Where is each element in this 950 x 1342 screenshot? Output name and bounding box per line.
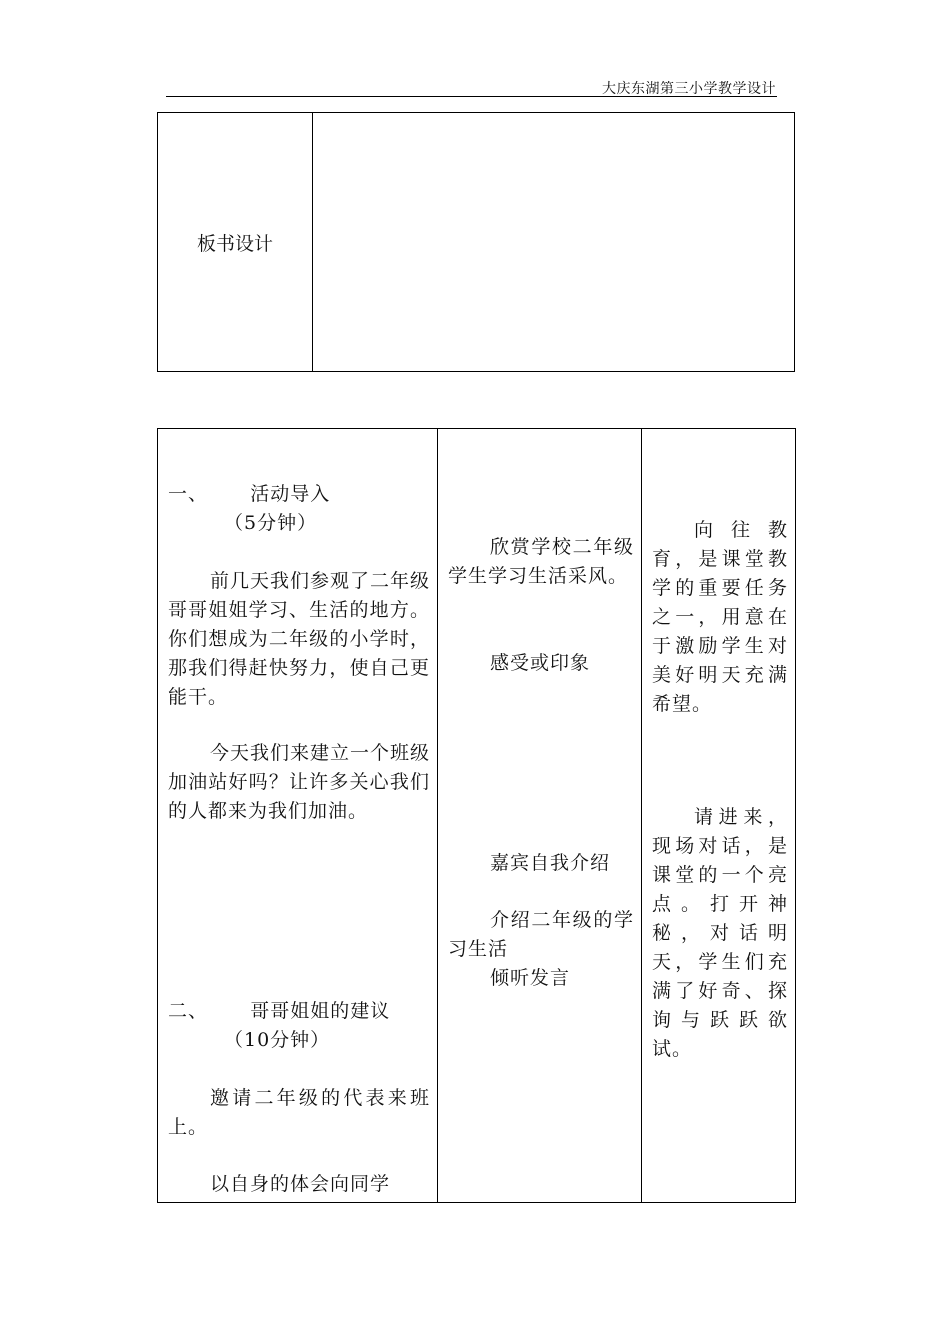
experience-paragraph: 以自身的体会向同学 [210, 1173, 391, 1195]
design-intent-column [642, 429, 796, 1202]
section1-title: 一、 活动导入 [168, 483, 331, 505]
board-design-table [157, 112, 795, 372]
intro-paragraph-1: 前几天我们参观了二年级哥哥姐姐学习、生活的地方。你们想成为二年级的小学时，那我们得赶快努力，使自己更能干。 [168, 570, 431, 708]
intent-note-1: 向往教育，是课堂教学的重要任务之一，用意在于激励学生对美好明天充满希望。 [652, 519, 788, 715]
activity-introduce-life: 介绍二年级的学习生活 [448, 909, 634, 960]
section2-title: 二、 哥哥姐姐的建议 [168, 1000, 391, 1022]
teaching-process-column [158, 429, 438, 1202]
invite-paragraph: 邀请二年级的代表来班上。 [168, 1087, 430, 1138]
board-design-label: 板书设计 [158, 113, 313, 371]
intro-paragraph-2: 今天我们来建立一个班级加油站好吗？让许多关心我们的人都来为我们加油。 [168, 742, 431, 822]
intent-note-2: 请进来，现场对话，是课堂的一个亮点。打开神秘，对话明天，学生们充满了好奇、探询与跃跃欲试。 [652, 806, 788, 1060]
board-design-content [313, 113, 794, 371]
activity-impression: 感受或印象 [490, 652, 591, 674]
student-activity-column [438, 429, 642, 1202]
activity-appreciate: 欣赏学校二年级学生学习生活采风。 [448, 536, 634, 587]
section1-time: （5分钟） [224, 512, 318, 534]
lesson-process-table [157, 428, 796, 1203]
header-rule [166, 96, 777, 97]
section2-time: （10分钟） [224, 1029, 331, 1051]
activity-guest-intro: 嘉宾自我介绍 [490, 852, 611, 874]
activity-listen: 倾听发言 [490, 967, 571, 989]
school-header-title: 大庆东湖第三小学教学设计 [602, 81, 776, 97]
